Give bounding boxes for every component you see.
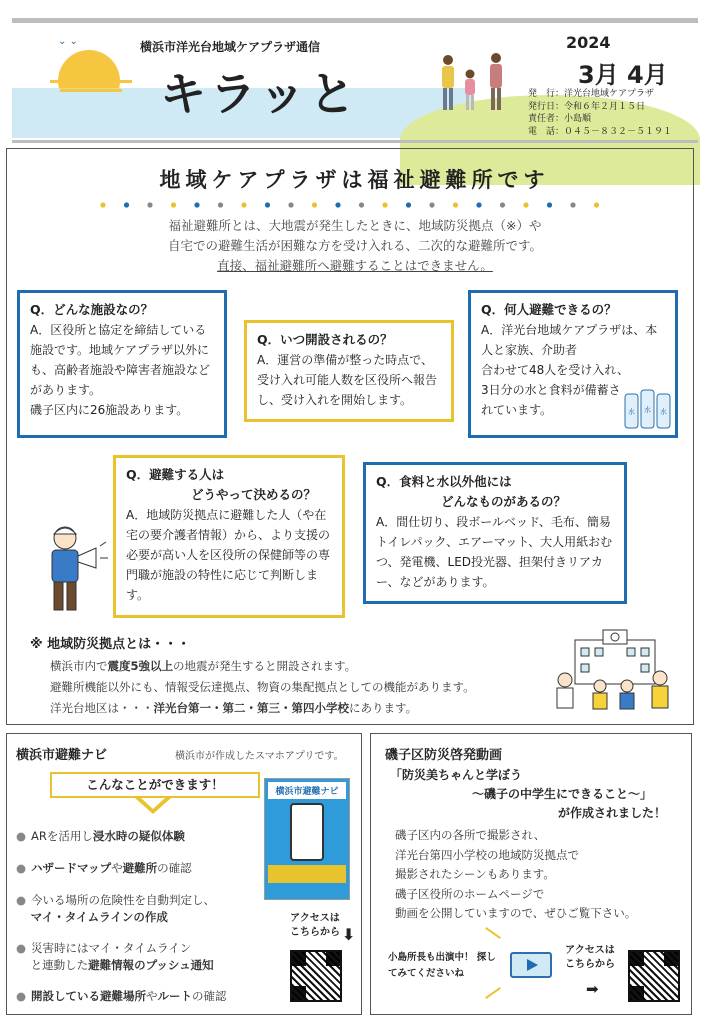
video-subtitle: ～磯子の中学生にできること～」 xyxy=(472,787,653,801)
video-promo-text: 小島所長も出演中！ 探してみてくださいね xyxy=(388,952,496,979)
decorative-dot xyxy=(500,202,505,207)
decorative-dot xyxy=(147,202,152,207)
water-bottles-illustration xyxy=(622,386,674,430)
question: Q．どんな施設なの？ xyxy=(30,302,154,317)
bottle-label: 水 xyxy=(660,408,667,416)
question: どうやって決めるの？ xyxy=(191,487,317,502)
decorative-dot xyxy=(124,202,129,207)
video-body-line: 撮影されたシーンもあります。 xyxy=(395,867,555,881)
newsletter-title: キラッと xyxy=(160,67,360,121)
video-body xyxy=(395,826,636,924)
answer-extra: 磯子区内に26施設あります。 xyxy=(30,403,189,417)
megaphone-person-illustration xyxy=(40,520,110,620)
phone-icon xyxy=(290,803,324,861)
decorative-dot xyxy=(335,202,340,207)
decorative-dot xyxy=(265,202,270,207)
question: Q．食料と水以外他には xyxy=(376,474,512,489)
intro-underline: 直接、福祉避難所へ避難することはできません。 xyxy=(217,258,493,273)
school-evacuation-illustration xyxy=(545,628,685,720)
decorative-dots xyxy=(95,195,615,205)
video-body-line: 磯子区内の各所で撮影され、 xyxy=(395,828,546,842)
navi-bullet: ● ARを活用し浸水時の疑似体験 xyxy=(16,829,185,843)
newsletter-subtitle: 横浜市洋光台地域ケアプラザ通信 xyxy=(140,40,321,54)
note-title: ※ 地域防災拠点とは・・・ xyxy=(30,637,191,652)
qa-box-facility xyxy=(17,290,227,438)
decorative-dot xyxy=(453,202,458,207)
arrow-right-icon: ➡ xyxy=(586,980,599,998)
navi-bullet: ● 災害時にはマイ・タイムライン と連動した避難情報のプッシュ通知 xyxy=(16,941,214,972)
decorative-dot xyxy=(476,202,481,207)
can-do-banner: こんなことができます！ xyxy=(50,772,260,798)
video-body-line: 洋光台第四小学校の地域防災拠点で xyxy=(395,847,579,862)
navi-bullet: ● ハザードマップや避難所の確認 xyxy=(16,861,192,875)
decorative-dot xyxy=(570,202,575,207)
decorative-dot xyxy=(406,202,411,207)
question: どんなものがあるの？ xyxy=(441,494,567,509)
navi-desc: 横浜市が作成したスマホアプリです。 xyxy=(175,751,344,762)
note-line: 避難所機能以外にも、情報受伝達拠点、物資の集配拠点としての機能があります。 xyxy=(50,680,475,694)
note-text xyxy=(50,656,475,719)
answer: A．区役所と協定を締結している施設です。地域ケアプラザ以外にも、高齢者施設や障害者施設などがあります。 xyxy=(30,323,211,397)
decorative-dot xyxy=(100,202,105,207)
issue-year: 2024 xyxy=(566,33,611,52)
question: Q．避難する人は xyxy=(126,467,225,482)
video-body-line: 動画を公開していますので、ぜひご覧下さい。 xyxy=(395,906,637,920)
issue-month: 3月 4月 xyxy=(578,61,668,89)
arrow-down-icon: ⬇ xyxy=(342,925,356,944)
navi-app-poster[interactable] xyxy=(264,778,350,900)
navi-qr-code[interactable] xyxy=(290,950,342,1002)
qa-box-who xyxy=(113,455,345,618)
header-top-rule xyxy=(12,18,698,23)
video-title: 磯子区防災啓発動画 xyxy=(385,748,503,763)
decorative-dot xyxy=(288,202,293,207)
qa-box-supplies xyxy=(363,462,627,604)
info-line: 電 話：０４５－８３２－５１９１ xyxy=(528,126,673,137)
intro-line: 自宅での避難生活が困難な方を受け入れる、二次的な避難所です。 xyxy=(167,238,542,253)
decorative-dot xyxy=(218,202,223,207)
decorative-dot xyxy=(382,202,387,207)
navi-title: 横浜市避難ナビ xyxy=(16,748,108,763)
note-line: 横浜市内で震度5強以上の地震が発生すると開設されます。 xyxy=(50,659,357,673)
poster-band xyxy=(268,865,346,883)
decorative-dot xyxy=(241,202,246,207)
decorative-dot xyxy=(194,202,199,207)
navi-bullet: ● 今いる場所の危険性を自動判定し、 マイ・タイムラインの作成 xyxy=(16,893,216,924)
answer: A．運営の準備が整った時点で、受け入れ可能人数を区役所へ報告し、受け入れを開始します。 xyxy=(257,353,438,407)
navi-bullet: ● 開設している避難場所やルートの確認 xyxy=(16,989,227,1003)
info-line: 発行日：令和６年２月１５日 xyxy=(528,101,646,112)
sun-line xyxy=(60,89,122,92)
answer: A．洋光台地域ケアプラザは、本人と家族、介助者 xyxy=(481,323,658,357)
intro-text xyxy=(40,216,670,276)
birds-icon: ⌄ ⌄ xyxy=(58,36,78,47)
qa-box-when xyxy=(244,320,454,422)
down-arrow-icon-inner xyxy=(141,798,165,809)
question: Q．いつ開設されるの？ xyxy=(257,332,393,347)
publisher-info xyxy=(528,88,672,138)
video-subtitle: が作成されました！ xyxy=(558,806,667,820)
video-play-icon[interactable] xyxy=(510,952,552,978)
bottle-label: 水 xyxy=(644,406,651,414)
header-bottom-rule xyxy=(12,140,698,143)
main-heading: 地域ケアプラザは福祉避難所です xyxy=(159,168,550,192)
decorative-dot xyxy=(594,202,599,207)
video-access-label: アクセスは こちらから xyxy=(565,945,615,970)
video-body-line: 磯子区役所のホームページで xyxy=(395,886,545,901)
answer: A．地域防災拠点に避難した人（や在宅の要介護者情報）から、より支援の必要が高い人を区役所の保健師等の専門職が施設の特性に応じて判断します。 xyxy=(126,508,331,602)
answer: A．間仕切り、段ボールベッド、毛布、簡易トイレパック、エアーマット、大人用紙おむつ、発電機、LED投光器、担架付きリアカー、などがあります。 xyxy=(376,515,613,589)
note-line: 洋光台地区は・・・洋光台第一・第二・第三・第四小学校にあります。 xyxy=(50,701,418,715)
question: Q．何人避難できるの？ xyxy=(481,302,617,317)
bottle-label: 水 xyxy=(628,408,635,416)
video-subtitle: 「防災美ちゃんと学ぼう xyxy=(390,768,523,782)
sun-line xyxy=(50,80,132,83)
decorative-dot xyxy=(429,202,434,207)
decorative-dot xyxy=(547,202,552,207)
poster-title: 横浜市避難ナビ xyxy=(268,782,346,799)
decorative-dot xyxy=(312,202,317,207)
decorative-dot xyxy=(523,202,528,207)
video-qr-code[interactable] xyxy=(628,950,680,1002)
play-triangle-icon xyxy=(527,959,538,971)
navi-access-label: アクセスは こちらから xyxy=(290,913,340,938)
intro-line: 福祉避難所とは、大地震が発生したときに、地域防災拠点（※）や xyxy=(168,218,542,233)
info-line: 責任者：小島順 xyxy=(528,114,592,124)
decorative-dot xyxy=(359,202,364,207)
info-line: 発 行：洋光台地域ケアプラザ xyxy=(528,89,655,99)
answer-extra: 合わせて48人を受け入れ、3日分の水と食料が備蓄されています。 xyxy=(481,363,629,417)
decorative-dot xyxy=(171,202,176,207)
family-illustration xyxy=(436,52,514,114)
